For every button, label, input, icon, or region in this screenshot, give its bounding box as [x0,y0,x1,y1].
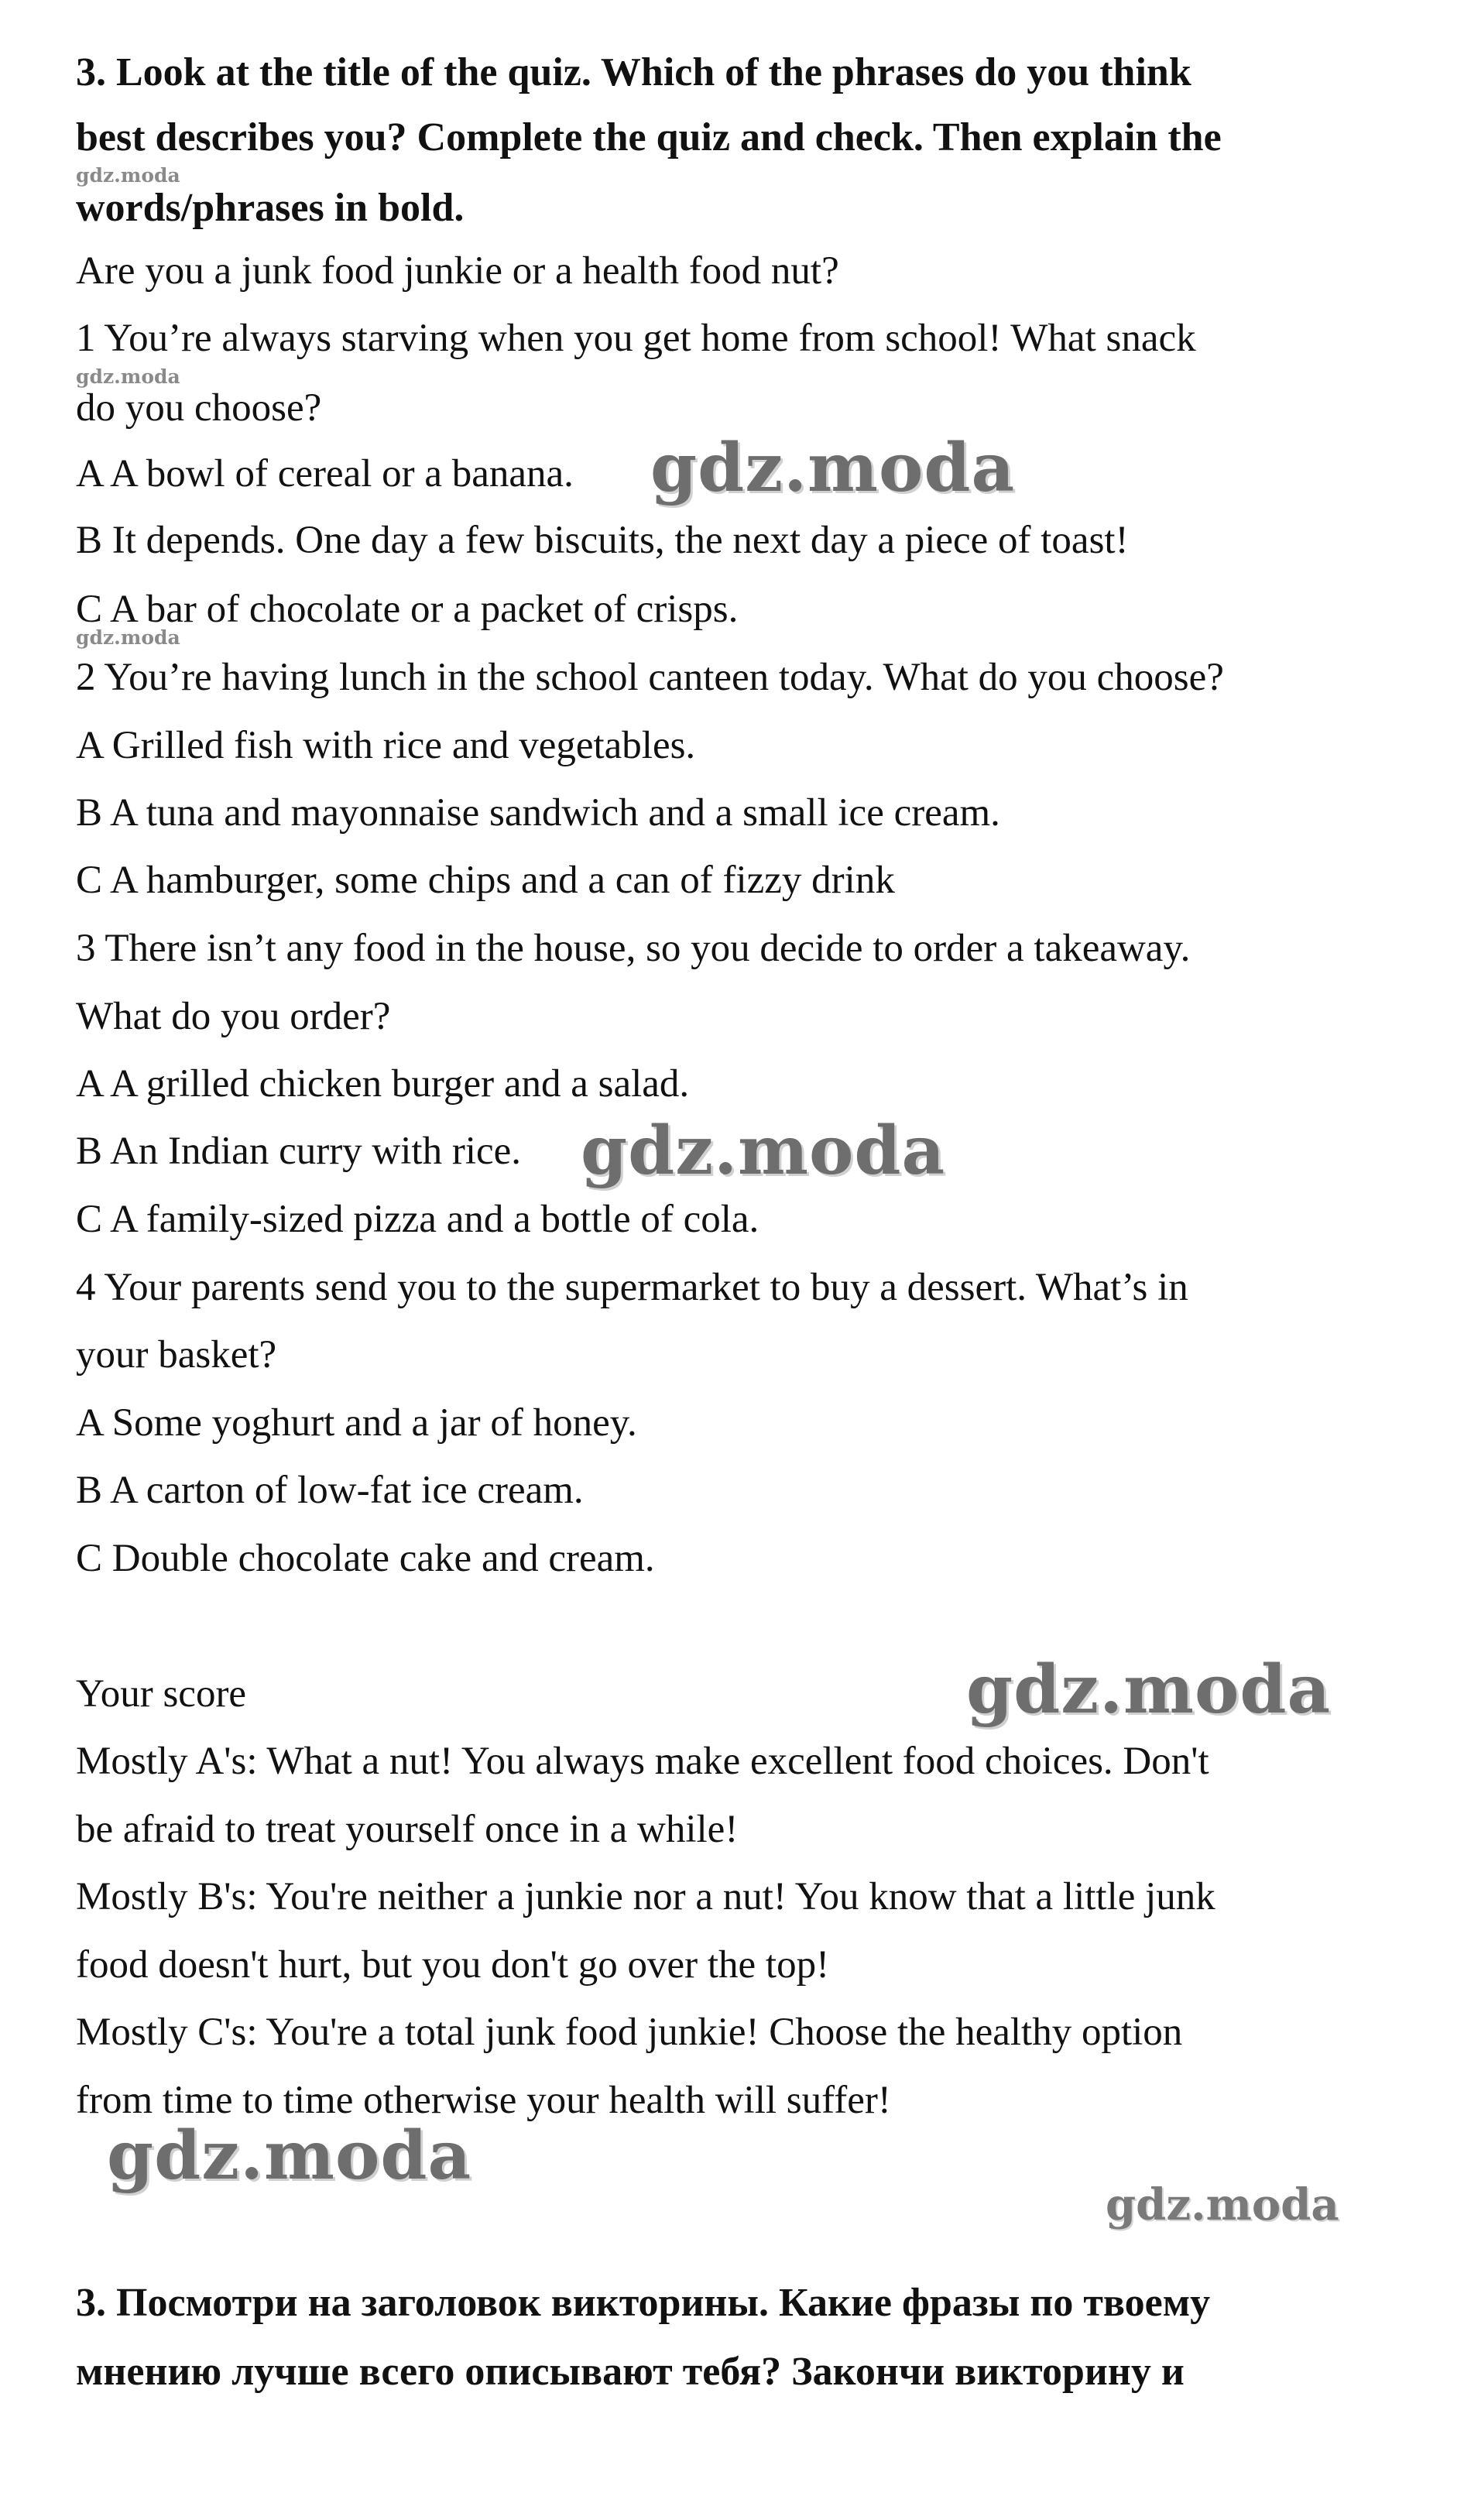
question-2-option-c: C A hamburger, some chips and a can of fizzy drink [76,859,895,902]
question-4-option-a: A Some yoghurt and a jar of honey. [76,1401,637,1445]
score-line-4: food doesn't hurt, but you don't go over the top! [76,1943,830,1987]
question-2-line-1: 2 You’re having lunch in the school canteen today. What do you choose? [76,656,1224,699]
translation-heading-line-1: 3. Посмотри на заголовок викторины. Какие фразы по твоему [76,2281,1211,2325]
question-3-option-c: C A family-sized pizza and a bottle of cola. [76,1198,759,1241]
question-1-option-b: B It depends. One day a few biscuits, the next day a piece of toast! [76,519,1129,562]
score-line-3: Mostly B's: You're neither a junkie nor a nut! You know that a little junk [76,1875,1215,1918]
question-1-option-c: C A bar of chocolate or a packet of crisps. [76,588,739,631]
question-1-line-1: 1 You’re always starving when you get home from school! What snack [76,317,1196,360]
score-line-6: from time to time otherwise your health will suffer! [76,2079,891,2122]
score-line-2: be afraid to treat yourself once in a while! [76,1808,739,1851]
question-4-option-c: C Double chocolate cake and cream. [76,1537,655,1580]
watermark-small-1: gdz.moda [76,164,180,187]
question-3-option-b: B An Indian curry with rice. [76,1130,522,1173]
question-2-option-b: B A tuna and mayonnaise sandwich and a small ice cream. [76,791,1000,835]
translation-heading-line-2: мнению лучше всего описывают тебя? Закончи викторину и [76,2350,1185,2394]
task-heading-line-2: best describes you? Complete the quiz and check. Then explain the [76,115,1222,159]
question-2-option-a: A Grilled fish with rice and vegetables. [76,724,696,767]
question-1-line-2: do you choose? [76,386,322,430]
score-title: Your score [76,1672,247,1716]
watermark-large-4: gdz.moda [107,2117,472,2195]
task-heading-line-3: words/phrases in bold. [76,186,465,230]
score-line-5: Mostly C's: You're a total junk food junkie! Choose the healthy option [76,2011,1183,2054]
watermark-large-3: gdz.moda [966,1651,1332,1729]
question-3-line-2: What do you order? [76,995,391,1038]
question-4-line-1: 4 Your parents send you to the supermarket to buy a dessert. What’s in [76,1266,1188,1309]
question-3-line-1: 3 There isn’t any food in the house, so you decide to order a takeaway. [76,927,1191,970]
question-4-option-b: B A carton of low-fat ice cream. [76,1469,584,1512]
question-4-line-2: your basket? [76,1333,277,1377]
task-heading-line-1: 3. Look at the title of the quiz. Which of the phrases do you think [76,50,1191,94]
score-line-1: Mostly A's: What a nut! You always make excellent food choices. Don't [76,1740,1209,1783]
watermark-small-3: gdz.moda [76,626,180,649]
watermark-large-2: gdz.moda [581,1112,946,1190]
watermark-medium-1: gdz.moda [1106,2179,1339,2230]
watermark-small-2: gdz.moda [76,365,180,388]
watermark-large-1: gdz.moda [650,429,1016,507]
question-3-option-a: A A grilled chicken burger and a salad. [76,1062,690,1106]
question-1-option-a: A A bowl of cereal or a banana. [76,452,574,495]
quiz-title: Are you a junk food junkie or a health food nut? [76,249,839,293]
